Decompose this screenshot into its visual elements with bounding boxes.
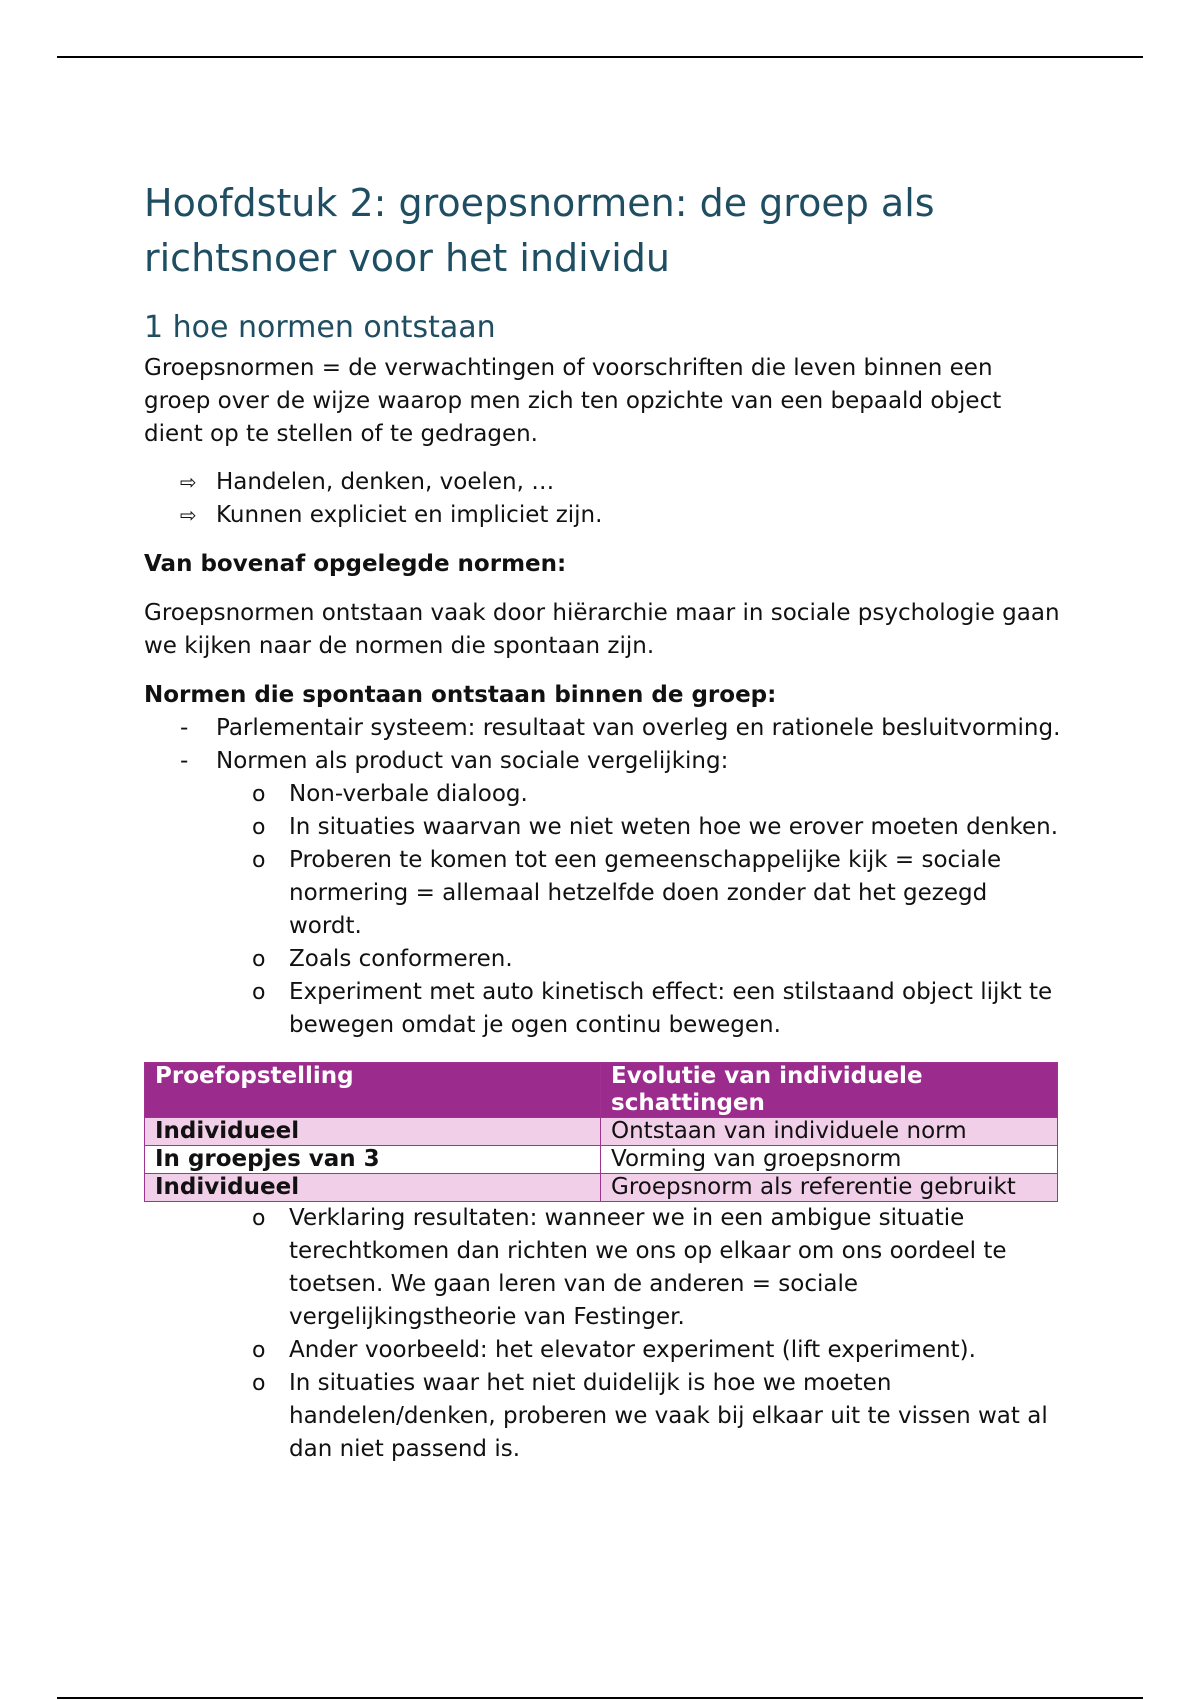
- dash-list-item: - Parlementair systeem: resultaat van overleg en rationele besluitvorming.: [180, 715, 1061, 741]
- document-body: [144, 176, 1064, 1466]
- table-header-cell: Evolutie van individuele schattingen: [601, 1063, 1058, 1118]
- arrow-bullet-icon: ⇨: [180, 470, 197, 494]
- circle-bullet-icon: o: [252, 1206, 266, 1231]
- arrow-list-item: ⇨ Kunnen expliciet en impliciet zijn.: [144, 499, 1064, 532]
- table-row: [145, 1118, 1058, 1146]
- circle-bullet-icon: o: [252, 848, 266, 873]
- chapter-heading: Hoofdstuk 2: groepsnormen: de groep als richtsnoer voor het individu: [144, 181, 935, 280]
- table-row: [145, 1174, 1058, 1202]
- definition-paragraph: Groepsnormen = de verwachtingen of voorschriften die leven binnen een groep over de wijze waarop men zich ten opzichte van een bepaald object dient op te stellen of te gedragen.: [144, 355, 1002, 447]
- experiment-table: [144, 1062, 1058, 1202]
- circle-bullet-icon: o: [252, 1338, 266, 1363]
- table-cell: In groepjes van 3: [145, 1146, 601, 1174]
- top-down-title: Van bovenaf opgelegde normen:: [144, 551, 567, 577]
- arrow-list: [144, 466, 1064, 532]
- circle-bullet-icon: o: [252, 782, 266, 807]
- sub-list-item: o In situaties waarvan we niet weten hoe we erover moeten denken.: [144, 811, 1064, 844]
- page-top-rule: [57, 56, 1143, 58]
- sub-list: [144, 778, 1064, 1042]
- section-heading: 1 hoe normen ontstaan: [144, 310, 496, 345]
- arrow-list-item: ⇨ Handelen, denken, voelen, …: [144, 466, 1064, 499]
- sub-list-item: o Proberen te komen tot een gemeenschappelijke kijk = sociale normering = allemaal hetzelfde doen zonder dat het gezegd wordt.: [144, 844, 1064, 943]
- sub-list-item: o Non-verbale dialoog.: [144, 778, 1064, 811]
- circle-bullet-icon: o: [252, 980, 266, 1005]
- sub-list-item: o Zoals conformeren.: [144, 943, 1064, 976]
- dash-list-item: - Normen als product van sociale vergelijking:: [180, 748, 729, 774]
- dash-list: [144, 712, 1064, 778]
- sub-list-item: o Ander voorbeeld: het elevator experiment (lift experiment).: [144, 1334, 1064, 1367]
- table-cell: Individueel: [145, 1118, 601, 1146]
- page-bottom-rule: [57, 1697, 1143, 1699]
- table-header-cell: Proefopstelling: [145, 1063, 601, 1118]
- table-row: [145, 1146, 1058, 1174]
- table-header-row: [145, 1063, 1058, 1118]
- spontaneous-title: Normen die spontaan ontstaan binnen de groep:: [144, 682, 777, 708]
- sub-list-item: o Experiment met auto kinetisch effect: een stilstaand object lijkt te bewegen omdat je ogen continu bewegen.: [144, 976, 1064, 1042]
- table-cell: Ontstaan van individuele norm: [601, 1118, 1058, 1146]
- arrow-bullet-icon: ⇨: [180, 503, 197, 527]
- sub-list-item: o Verklaring resultaten: wanneer we in een ambigue situatie terechtkomen dan richten we ons op elkaar om ons oordeel te toetsen. We gaan leren van de anderen = sociale vergelijkingstheorie van Festinger.: [144, 1202, 1064, 1334]
- table-cell: Individueel: [145, 1174, 601, 1202]
- top-down-paragraph: Groepsnormen ontstaan vaak door hiërarchie maar in sociale psychologie gaan we kijken naar de normen die spontaan zijn.: [144, 600, 1060, 659]
- after-table-list: [144, 1202, 1064, 1466]
- sub-list-item: o In situaties waar het niet duidelijk is hoe we moeten handelen/denken, proberen we vaak bij elkaar uit te vissen wat al dan niet passend is.: [144, 1367, 1064, 1466]
- circle-bullet-icon: o: [252, 947, 266, 972]
- table-cell: Vorming van groepsnorm: [601, 1146, 1058, 1174]
- circle-bullet-icon: o: [252, 1371, 266, 1396]
- circle-bullet-icon: o: [252, 815, 266, 840]
- table-cell: Groepsnorm als referentie gebruikt: [601, 1174, 1058, 1202]
